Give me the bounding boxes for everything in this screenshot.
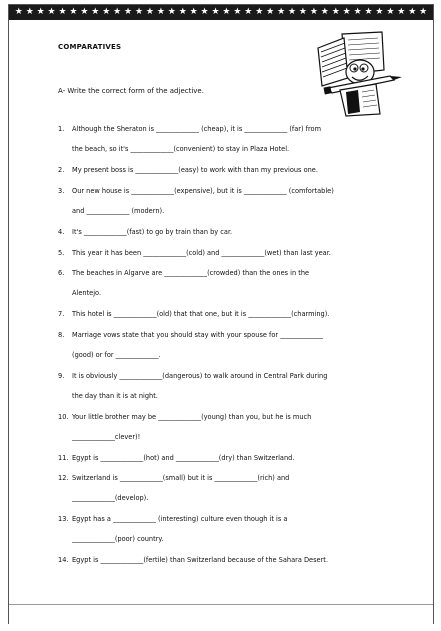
question-text-line: Egypt is _____________(fertile) than Switzerland because of the Sahara Desert. <box>72 556 328 564</box>
question-text-line: The beaches in Algarve are _____________(crowded) than the ones in the <box>72 269 310 277</box>
question-text-line: This hotel is _____________(old) that that one, but it is _____________(charming). <box>72 310 330 318</box>
question-text-line: It is obviously _____________(dangerous) to walk around in Central Park during <box>72 372 328 380</box>
question-text-line: _____________(poor) country. <box>72 535 164 543</box>
question-number: 12. <box>58 474 69 482</box>
question-number: 11. <box>58 454 69 462</box>
cartoon-book-character-icon <box>310 30 405 118</box>
question-number: 14. <box>58 556 69 564</box>
question-text-line: and _____________ (modern). <box>72 207 165 215</box>
question-text-line: Marriage vows state that you should stay with your spouse for _____________ <box>72 331 324 339</box>
question-text-line: This year it has been _____________(cold) and _____________(wet) than last year. <box>72 249 331 257</box>
question-text-line: Our new house is _____________(expensive), but it is _____________ (comfortable) <box>72 187 334 195</box>
question-text-line: Egypt has a _____________ (interesting) culture even though it is a <box>72 515 288 523</box>
question-number: 4. <box>58 228 65 236</box>
question-text-line: Although the Sheraton is _____________ (cheap), it is _____________ (far) from <box>72 125 321 133</box>
question-text-line: Egypt is _____________(hot) and _____________(dry) than Switzerland. <box>72 454 295 462</box>
question-text-line: Switzerland is _____________(small) but it is _____________(rich) and <box>72 474 290 482</box>
question-text-line: My present boss is _____________(easy) to work with than my previous one. <box>72 166 318 174</box>
question-number: 8. <box>58 331 65 339</box>
question-number: 7. <box>58 310 65 318</box>
question-text-line: _____________clever)! <box>72 433 141 441</box>
question-text-line: the day than it is at night. <box>72 392 158 400</box>
question-number: 5. <box>58 249 65 257</box>
question-number: 10. <box>58 413 69 421</box>
question-number: 2. <box>58 166 65 174</box>
question-text-line: _____________(develop). <box>72 494 149 502</box>
question-number: 13. <box>58 515 69 523</box>
instruction-text: A- Write the correct form of the adjective. <box>58 87 204 95</box>
question-text-line: It's _____________(fast) to go by train than by car. <box>72 228 233 236</box>
question-number: 9. <box>58 372 65 380</box>
question-number: 6. <box>58 269 65 277</box>
worksheet-title: COMPARATIVES <box>58 43 122 51</box>
question-number: 1. <box>58 125 65 133</box>
page-footer-border <box>9 604 433 624</box>
question-text-line: Your little brother may be _____________(young) than you, but he is much <box>72 413 312 421</box>
question-text-line: Alentejo. <box>72 289 102 297</box>
question-number: 3. <box>58 187 65 195</box>
question-text-line: (good) or for _____________. <box>72 351 161 359</box>
question-text-line: the beach, so it's _____________(convenient) to stay in Plaza Hotel. <box>72 145 290 153</box>
star-border-top: ★ ★ ★ ★ ★ ★ ★ ★ ★ ★ ★ ★ ★ ★ ★ ★ ★ ★ ★ ★ ★ ★ ★ ★ ★ ★ ★ ★ ★ ★ ★ ★ ★ ★ ★ ★ ★ ★ <box>9 5 433 20</box>
